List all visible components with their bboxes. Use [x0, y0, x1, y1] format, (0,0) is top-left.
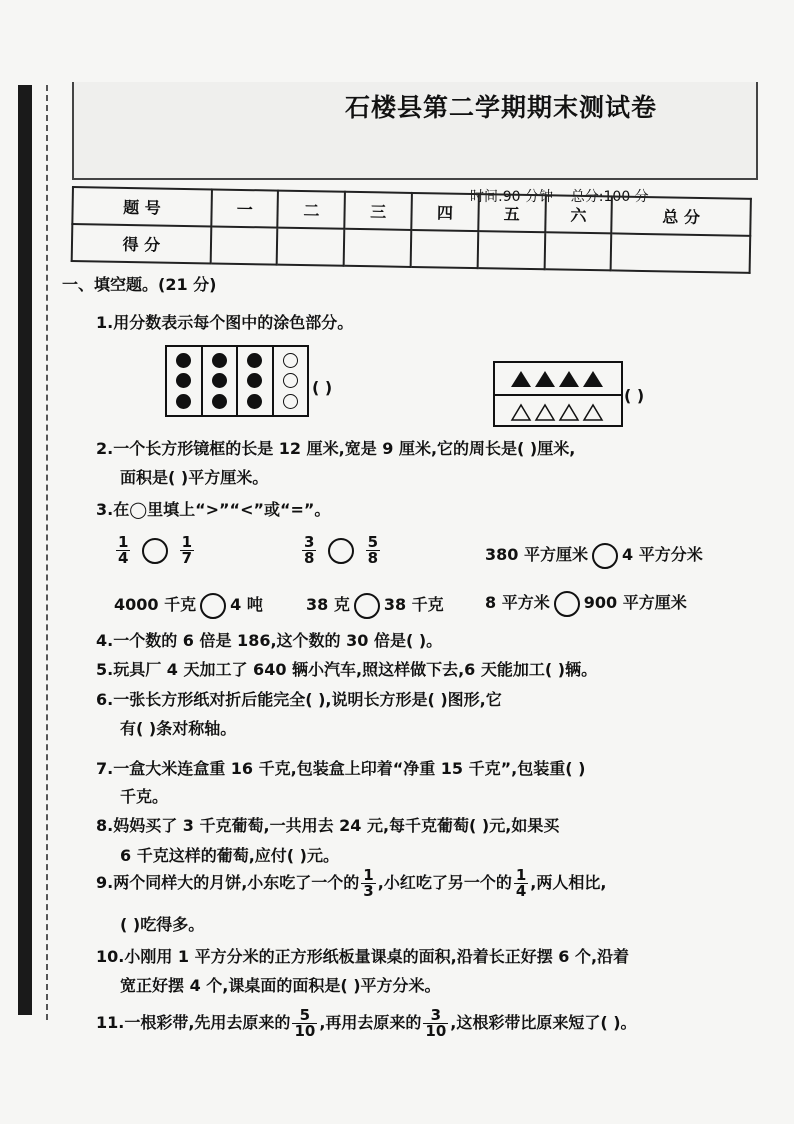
numerator: 1 [118, 533, 129, 551]
question-10-line2: 宽正好摆 4 个,课桌面的面积是( )平方分米。 [120, 976, 441, 995]
compare-right: 38 千克 [383, 595, 444, 614]
score-table [71, 186, 752, 274]
denominator: 4 [515, 882, 527, 900]
triangle-figure [493, 361, 623, 427]
question-7-line2: 千克。 [120, 787, 169, 806]
fraction [366, 535, 380, 566]
question-text: 9.两个同样大的月饼,小东吃了一个的 [96, 873, 360, 892]
compare-item-area-b [485, 590, 687, 617]
filled-dot-icon [212, 394, 227, 409]
compare-right: 4 平方分米 [621, 545, 703, 564]
question-2-line2: 面积是( )平方厘米。 [120, 468, 269, 487]
numerator: 1 [181, 533, 193, 551]
fraction [180, 535, 194, 566]
compare-item-fractions-a [114, 535, 196, 566]
numerator: 5 [292, 1008, 317, 1024]
fraction [292, 1008, 317, 1039]
empty-dot-icon [283, 373, 298, 388]
score-cell[interactable] [477, 231, 544, 269]
answer-blank[interactable]: ( ) [624, 386, 645, 405]
numerator: 3 [423, 1008, 448, 1024]
fraction [514, 868, 528, 899]
score-cell[interactable] [611, 233, 750, 272]
question-11 [96, 1008, 637, 1039]
filled-dot-icon [247, 394, 262, 409]
score-header-cell: 五 [478, 194, 545, 232]
question-text: ,再用去原来的 [319, 1013, 422, 1032]
filled-dot-icon [176, 353, 191, 368]
score-header-cell: 六 [545, 195, 612, 233]
question-text: ,这根彩带比原来短了( )。 [450, 1013, 637, 1032]
fraction [116, 535, 130, 566]
empty-triangles-icon [510, 403, 606, 421]
question-6-line2: 有( )条对称轴。 [120, 719, 237, 738]
question-8-line2: 6 千克这样的葡萄,应付( )元。 [120, 846, 339, 865]
compare-circle[interactable] [142, 538, 168, 564]
question-6-line1: 6.一张长方形纸对折后能完全( ),说明长方形是( )图形,它 [96, 690, 502, 709]
score-header-cell: 一 [211, 189, 278, 227]
compare-item-area-a [485, 542, 703, 569]
score-cell[interactable] [210, 226, 277, 264]
numerator: 3 [304, 533, 315, 551]
compare-circle[interactable] [200, 593, 226, 619]
score-cell[interactable] [277, 228, 344, 266]
empty-dot-icon [283, 353, 298, 368]
denominator: 10 [294, 1022, 316, 1040]
compare-left: 8 平方米 [485, 593, 550, 612]
section-heading: 一、填空题。(21 分) [62, 275, 217, 294]
filled-dot-icon [247, 353, 262, 368]
empty-dot-icon [283, 394, 298, 409]
question-4: 4.一个数的 6 倍是 186,这个数的 30 倍是( )。 [96, 631, 443, 650]
score-cell[interactable] [344, 229, 411, 267]
exam-time: 时间:90 分钟 [470, 189, 553, 205]
dot-column [238, 347, 274, 415]
compare-circle[interactable] [554, 591, 580, 617]
question-text: ,小红吃了另一个的 [377, 873, 512, 892]
compare-item-fractions-b [300, 535, 382, 566]
filled-triangle-row [495, 363, 621, 396]
exam-total-score: 总分:100 分 [570, 189, 649, 205]
dot-column [274, 347, 308, 415]
score-header-cell: 总 分 [612, 196, 751, 235]
page-title: 石楼县第二学期期末测试卷 [345, 93, 658, 122]
compare-circle[interactable] [328, 538, 354, 564]
denominator: 7 [181, 549, 193, 567]
compare-item-mass-a [114, 592, 263, 619]
filled-dot-icon [176, 373, 191, 388]
denominator: 10 [425, 1022, 447, 1040]
question-9-line2: ( )吃得多。 [120, 915, 205, 934]
question-7-line1: 7.一盒大米连盒重 16 千克,包装盒上印着“净重 15 千克”,包装重( ) [96, 759, 586, 778]
dot-column [203, 347, 239, 415]
filled-dot-icon [212, 373, 227, 388]
question-text: 11.一根彩带,先用去原来的 [96, 1013, 291, 1032]
compare-item-mass-b [306, 592, 444, 619]
fraction [423, 1008, 448, 1039]
compare-circle[interactable] [592, 543, 618, 569]
question-9-line1 [96, 868, 606, 899]
question-2-line1: 2.一个长方形镜框的长是 12 厘米,宽是 9 厘米,它的周长是( )厘米, [96, 439, 576, 458]
score-header-cell: 三 [345, 192, 412, 230]
dot-grid-figure [165, 345, 309, 417]
denominator: 8 [367, 549, 379, 567]
dot-column [167, 347, 203, 415]
question-text: ,两人相比, [530, 873, 607, 892]
filled-dot-icon [176, 394, 191, 409]
filled-dot-icon [247, 373, 262, 388]
compare-left: 380 平方厘米 [485, 545, 588, 564]
numerator: 1 [363, 866, 374, 884]
denominator: 8 [304, 549, 315, 567]
denominator: 3 [363, 882, 374, 900]
question-8-line1: 8.妈妈买了 3 千克葡萄,一共用去 24 元,每千克葡萄( )元,如果买 [96, 816, 560, 835]
answer-blank[interactable]: ( ) [312, 378, 333, 397]
question-5: 5.玩具厂 4 天加工了 640 辆小汽车,照这样做下去,6 天能加工( )辆。 [96, 660, 598, 679]
score-cell[interactable] [544, 232, 611, 270]
numerator: 1 [515, 866, 527, 884]
filled-dot-icon [212, 353, 227, 368]
compare-right: 900 平方厘米 [583, 593, 687, 612]
compare-left: 4000 千克 [114, 595, 197, 614]
compare-circle[interactable] [354, 593, 380, 619]
filled-triangles-icon [510, 370, 606, 388]
question-10-line1: 10.小刚用 1 平方分米的正方形纸板量课桌的面积,沿着长正好摆 6 个,沿着 [96, 947, 630, 966]
score-row-label: 得 分 [72, 224, 211, 263]
compare-left: 38 克 [306, 595, 350, 614]
fraction [302, 535, 316, 566]
denominator: 4 [118, 549, 129, 567]
binding-strip [18, 85, 32, 1015]
numerator: 5 [367, 533, 379, 551]
binding-dashed-line [46, 85, 48, 1020]
question-3: 3.在◯里填上“>”“<”或“=”。 [96, 500, 331, 519]
fraction [361, 868, 375, 899]
question-1: 1.用分数表示每个图中的涂色部分。 [96, 313, 354, 332]
compare-right: 4 吨 [230, 595, 263, 614]
score-header-cell: 四 [411, 193, 478, 231]
score-header-cell: 二 [278, 191, 345, 229]
empty-triangle-row [495, 396, 621, 427]
score-cell[interactable] [411, 230, 478, 268]
score-header-cell: 题 号 [72, 187, 211, 226]
